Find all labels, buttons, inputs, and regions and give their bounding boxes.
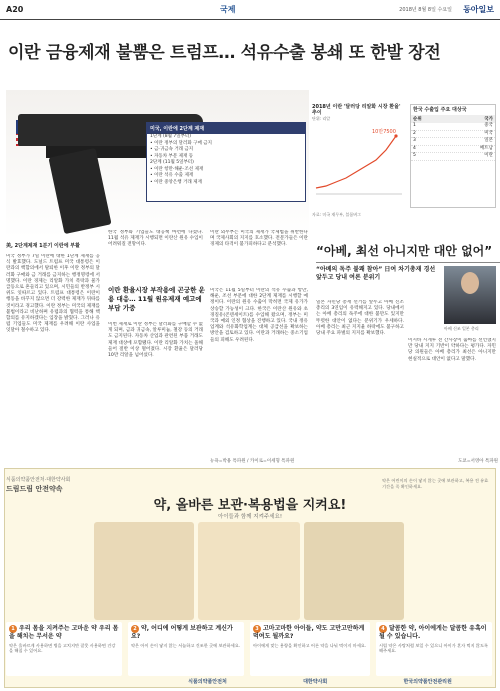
- rank-cell: 1: [413, 123, 416, 128]
- infobox-row: 1단계 (8월 7일부터): [150, 134, 192, 139]
- ad-panel-question: 약, 어디에 어떻게 보관하고 계신가요?: [131, 625, 233, 640]
- rank-cell: 5: [413, 153, 416, 159]
- article-column-3: 이란 외무부는 미국의 제재가 국제법을 위반한다며 국제사회의 지지를 호소했다. 전문가들은 이란 경제의 타격이 불가피하다고 분석했다.: [210, 230, 308, 248]
- ad-side-text: 약은 어린이의 손이 닿지 않는 곳에 보관하고, 복용 전 유효기간을 꼭 확인하세요.: [382, 478, 489, 489]
- exchange-rate-chart: [312, 104, 404, 210]
- infobox-row: 2단계 (11월 5일부터): [150, 160, 194, 165]
- logo-kids: 한국의약품안전관리원: [403, 679, 452, 685]
- chart-peak-label: 10만7500: [372, 129, 396, 135]
- number-badge: 1: [9, 625, 17, 633]
- number-badge: 2: [131, 625, 139, 633]
- chart-unit: 단위: 리알: [312, 116, 331, 121]
- pistol-grip: [48, 148, 111, 234]
- country-cell: 베트남: [479, 145, 493, 151]
- ad-title: 약, 올바른 보관·복용법을 지켜요!: [153, 498, 347, 513]
- sanctions-infobox: [146, 122, 306, 202]
- logo-kpa: 대한약사회: [303, 679, 328, 685]
- country-cell: 이란: [484, 153, 493, 159]
- ad-illustration-1: [94, 522, 194, 620]
- divider: [316, 262, 500, 263]
- infobox-row: • 이란 중앙은행 거래 제재: [150, 179, 202, 185]
- table-row: [411, 138, 495, 146]
- ad-illustration-3: [304, 522, 404, 620]
- table-row: [411, 153, 495, 161]
- number-badge: 4: [379, 625, 387, 633]
- ad-subtitle: 아이들과 함께 지켜주세요!: [217, 514, 283, 520]
- portrait-caption: 아베 신조 일본 총리: [444, 326, 479, 331]
- ad-panel-question: 우리 몸을 지켜주는 고마운 약 우리 몸을 해치는 무서운 약: [9, 625, 119, 640]
- ad-logos: [150, 678, 490, 685]
- ad-kicker: 식품의약품안전처·대한약사회: [6, 477, 71, 483]
- article-byline: 뉴욕=박용 특파원 / 카이로=이세형 특파원: [210, 459, 295, 464]
- ad-panel-answer: 약은 올바르게 사용하면 병을 고치지만 잘못 사용하면 건강을 해칠 수 있어요.: [9, 643, 116, 654]
- opinion-column-2: 이시바 시게루 전 간사장이 출마를 선언했지만 당내 지지 기반이 약하다는 평가다. 자민당 의원들은 아베 총리가 최선은 아니지만 현실적으로 대안이 없다고 말했다.: [408, 338, 496, 362]
- exchange-rate-line: [312, 122, 404, 202]
- infobox-row: • 이란 항만·해운·조선 제재: [150, 166, 204, 172]
- table-row: [411, 131, 495, 139]
- ad-illustration-2: [198, 522, 300, 620]
- chart-source: 자료: 미국 재무부, 블룸버그: [312, 212, 361, 217]
- ad-panel-3: [250, 622, 370, 676]
- col-country: 국가: [484, 117, 493, 122]
- col-rank: 순위: [413, 117, 422, 122]
- infobox-row: • 이란 정부의 달러화 구매 금지: [150, 140, 212, 146]
- ad-panel-question: 고마고마한 아이들, 약도 고만고만하게 먹여도 될까요?: [253, 625, 365, 640]
- number-badge: 3: [253, 625, 261, 633]
- ad-panel-2: [128, 622, 244, 676]
- article-column-2b: 이번 제재로 이란 정부는 달러화를 구매할 수 없게 되며, 금과 귀금속, 알루미늄, 철강 등의 거래도 금지된다. 자동차 산업과 관련된 부품 거래도 제재 대상에 포함됐다. 이란 리알화 가치는 올해 들어 절반 이상 떨어졌다. 시장 환율은 달러당 10만 리알을 넘어섰다.: [108, 322, 203, 359]
- portrait-face: [461, 272, 479, 294]
- page-number: A20: [6, 5, 24, 14]
- section-label: 국제: [220, 5, 236, 14]
- infobox-row: • 이란 석유 수출 제재: [150, 173, 194, 178]
- article-column-1: 미국 정부가 7일 이란에 대한 1단계 제재를 공식 발효했다. 도널드 트럼프 미국 대통령은 이란과의 핵합의에서 탈퇴한 이후 이란 정부의 달러화 구매와 금 거래를 금지하는 행정명령에 서명했다. 이란 경제는 리알화 가치 폭락과 물가 급등으로 흔들리고 있으며, 시민들의 반정부 시위도 잇따르고 있다. 트럼프 대통령은 이란이 행동을 바꾸지 않으면 더 강력한 제재가 뒤따를 것이라고 경고했다. 이란 정부는 미국의 제재를 불법이라고 비난하며 유럽과의 협력을 통해 핵합의를 유지하겠다는 입장을 밝혔다. 그러나 유럽 기업들도 미국 제재를 우려해 이란 사업을 잇달아 철수하고 있다.: [6, 254, 100, 334]
- ad-panel-answer: 아이에게 맞는 용량을 확인하고 어른 약을 나눠 먹이지 마세요.: [253, 643, 367, 648]
- opinion-quote: “아베의 독주 불쾌 참아” 日여 차기총재 경선 앞두고 당내 여론 분위기: [316, 266, 436, 281]
- opinion-column-1: 일본 자민당 총재 선거를 앞두고 아베 신조 총리의 3연임이 유력해지고 있다. 당내에서는 아베 총리의 독주에 대한 불만도 있지만 뚜렷한 대안이 없다는 분위기가 우세하다. 아베 총리는 최근 지지율 하락에도 불구하고 당내 주요 파벌의 지지를 확보했다.: [316, 300, 404, 337]
- article-column-3b: 미국은 11월 5일부터 이란의 석유 수출과 항만, 해운, 조선 부문에 대한 2단계 제재를 시행할 예정이다. 이란의 원유 수출이 막히면 국제 유가가 상승할 가능성이 크다. 한국은 이란산 원유와 초경질유(콘덴세이트)를 수입해 왔으며, 정부는 미국과 예외 인정 협상을 진행하고 있다. 국내 정유업계와 석유화학업계는 대체 공급선을 확보하는 방안을 검토하고 있다. 이란과 거래하는 중소기업들의 피해도 우려된다.: [210, 288, 308, 343]
- table-title: 한국 수출입 주요 대상국: [413, 107, 467, 113]
- logo-mfds: 식품의약품안전처: [188, 679, 227, 685]
- opinion-title: “아베, 최선 아니지만 대안 없어”: [316, 244, 493, 258]
- country-cell: 일본: [484, 138, 493, 144]
- table-row: [411, 146, 495, 154]
- newspaper-logo: 동아일보: [463, 4, 494, 14]
- rank-cell: 2: [413, 130, 416, 136]
- infobox-row: • 자동차 부문 제재 등: [150, 153, 194, 159]
- ad-panel-question: 달콤한 약, 아이에게는 달콤한 유혹이 될 수 있습니다.: [379, 625, 487, 640]
- ad-panel-1: [6, 622, 122, 676]
- infobox-title: 미국, 이란에 2단계 제재: [147, 123, 305, 134]
- rank-cell: 4: [413, 145, 416, 151]
- table-header: [411, 115, 495, 123]
- ad-panel-answer: 약은 아이 손이 닿지 않는 서늘하고 건조한 곳에 보관하세요.: [131, 643, 241, 648]
- trade-table: [410, 104, 496, 208]
- article-column-2: 한국 정부와 기업들도 대응책 마련에 나섰다. 11월 석유 제재가 시행되면 이란산 원유 수입이 어려워질 전망이다.: [108, 230, 203, 248]
- headline: 이란 금융제재 불뿜은 트럼프… 석유수출 봉쇄 또 한발 장전: [8, 43, 441, 63]
- opinion-byline: 도쿄=서영아 특파원: [458, 459, 498, 464]
- infobox-row: • 금·귀금속 거래 금지: [150, 147, 194, 152]
- article-subhead: 이란 환율시장 부작용에 곤궁한 운용 대응… 11월 원유제재 예고에 부담 가중: [108, 286, 205, 312]
- country-cell: 중국: [484, 123, 493, 128]
- rank-cell: 3: [413, 138, 416, 144]
- ad-series: 드림드림 안전약속: [6, 485, 63, 493]
- country-cell: 미국: [484, 130, 493, 136]
- publication-date: 2018년 8월 8일 수요일: [399, 7, 452, 13]
- photo-caption: 美, 2단계제재 1분기 이란에 부활: [6, 243, 80, 249]
- ad-panel-answer: 시럽 약은 사탕처럼 보일 수 있으니 아이가 혼자 먹지 않도록 해주세요.: [379, 643, 489, 654]
- chart-title: 2018년 이란 '달러당 리알화 시장 환율' 추이: [312, 104, 401, 116]
- ad-panel-4: [376, 622, 492, 676]
- table-row: [411, 123, 495, 131]
